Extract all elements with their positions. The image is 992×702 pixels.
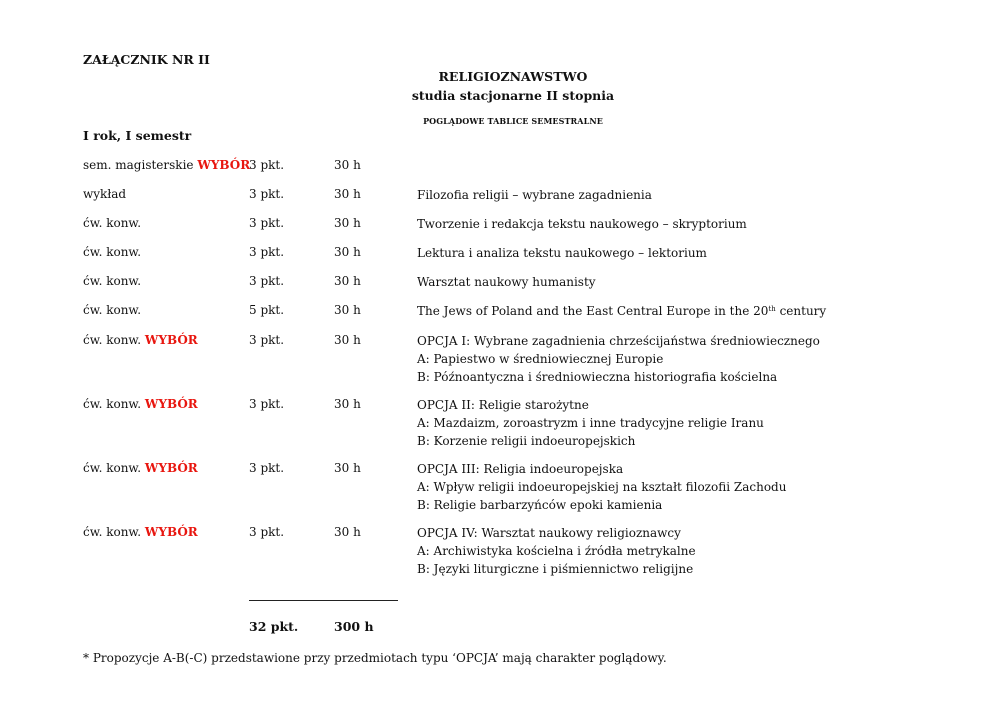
course-points: 3 pkt.	[249, 245, 285, 259]
annex-label: ZAŁĄCZNIK NR II	[83, 52, 210, 67]
choice-marker: WYBÓR	[144, 397, 198, 411]
course-title-line	[417, 215, 747, 233]
course-type-label: ćw. konw.	[83, 216, 142, 230]
course-title-line	[417, 460, 786, 478]
course-title-text: OPCJA III: Religia indoeuropejska	[417, 462, 624, 476]
course-hours: 30 h	[334, 525, 361, 539]
course-type	[83, 303, 141, 317]
course-title-text: Warsztat naukowy humanisty	[417, 275, 596, 289]
course-title-text: B: Korzenie religii indoeuropejskich	[417, 434, 636, 448]
course-type	[83, 245, 141, 259]
option-variant	[417, 368, 820, 386]
course-hours: 30 h	[334, 274, 361, 288]
course-hours: 30 h	[334, 245, 361, 259]
course-title-text: The Jews of Poland and the East Central Europe in the 20	[417, 304, 769, 318]
footnote: * Propozycje A-B(-C) przedstawione przy przedmiotach typu ‘OPCJA’ mają charakter poglądowy.	[83, 651, 667, 665]
course-title-text: A: Papiestwo w średniowiecznej Europie	[417, 352, 664, 366]
document-subtitle-program: studia stacjonarne II stopnia	[411, 88, 615, 103]
course-title	[417, 460, 786, 514]
course-title-text: OPCJA I: Wybrane zagadnienia chrześcijaństwa średniowiecznego	[417, 334, 820, 348]
course-hours: 30 h	[334, 158, 361, 172]
course-title	[417, 215, 747, 233]
course-points: 3 pkt.	[249, 274, 285, 288]
course-title-line	[417, 524, 696, 542]
course-type-label: sem. magisterskie	[83, 158, 194, 172]
course-hours: 30 h	[334, 333, 361, 347]
course-points: 3 pkt.	[249, 525, 285, 539]
tables-heading: POGLĄDOWE TABLICE SEMESTRALNE	[423, 116, 603, 126]
course-points: 3 pkt.	[249, 397, 285, 411]
course-hours: 30 h	[334, 216, 361, 230]
course-type-label: ćw. konw.	[83, 397, 142, 411]
course-type-label: ćw. konw.	[83, 303, 142, 317]
course-title-text: B: Języki liturgiczne i piśmiennictwo religijne	[417, 562, 694, 576]
course-title	[417, 524, 696, 578]
option-variant	[417, 478, 786, 496]
course-title-tail: century	[775, 304, 827, 318]
course-title-text: B: Późnoantyczna i średniowieczna historiografia kościelna	[417, 370, 778, 384]
course-points: 3 pkt.	[249, 158, 285, 172]
course-type	[83, 216, 141, 230]
course-type	[83, 397, 198, 411]
course-type-label: ćw. konw.	[83, 245, 142, 259]
course-points: 3 pkt.	[249, 333, 285, 347]
course-title	[417, 186, 652, 204]
course-title-text: Lektura i analiza tekstu naukowego – lektorium	[417, 246, 707, 260]
option-variant	[417, 542, 696, 560]
option-variant	[417, 496, 786, 514]
course-title	[417, 244, 707, 262]
course-hours: 30 h	[334, 397, 361, 411]
course-title-line	[417, 396, 764, 414]
course-type	[83, 158, 250, 172]
course-type-label: ćw. konw.	[83, 461, 142, 475]
course-type	[83, 333, 198, 347]
ordinal-suffix: th	[768, 305, 776, 313]
course-title-text: OPCJA IV: Warsztat naukowy religioznawcy	[417, 526, 681, 540]
sum-divider	[249, 600, 398, 601]
option-variant	[417, 350, 820, 368]
option-variant	[417, 560, 696, 578]
total-hours: 300 h	[334, 619, 374, 634]
course-title-line	[417, 186, 652, 204]
course-title-line	[417, 273, 596, 291]
course-type	[83, 187, 126, 201]
course-type-label: wykład	[83, 187, 127, 201]
course-type-label: ćw. konw.	[83, 333, 142, 347]
course-title-text: Filozofia religii – wybrane zagadnienia	[417, 188, 652, 202]
choice-marker: WYBÓR	[144, 525, 198, 539]
course-title	[417, 273, 596, 291]
choice-marker: WYBÓR	[197, 158, 251, 172]
course-points: 3 pkt.	[249, 216, 285, 230]
course-points: 3 pkt.	[249, 461, 285, 475]
course-title-text: A: Mazdaizm, zoroastryzm i inne tradycyjne religie Iranu	[417, 416, 764, 430]
course-title-line	[417, 302, 826, 320]
choice-marker: WYBÓR	[144, 461, 198, 475]
course-type	[83, 461, 198, 475]
document-title: RELIGIOZNAWSTWO	[438, 69, 588, 84]
course-title	[417, 302, 826, 320]
course-points: 3 pkt.	[249, 187, 285, 201]
option-variant	[417, 432, 764, 450]
course-points: 5 pkt.	[249, 303, 285, 317]
course-title-text: A: Wpływ religii indoeuropejskiej na kształt filozofii Zachodu	[417, 480, 787, 494]
course-type-label: ćw. konw.	[83, 274, 142, 288]
course-title	[417, 332, 820, 386]
course-hours: 30 h	[334, 303, 361, 317]
course-title-text: A: Archiwistyka kościelna i źródła metrykalne	[417, 544, 696, 558]
course-title-line	[417, 332, 820, 350]
semester-heading: I rok, I semestr	[83, 128, 192, 143]
option-variant	[417, 414, 764, 432]
course-hours: 30 h	[334, 187, 361, 201]
choice-marker: WYBÓR	[144, 333, 198, 347]
total-points: 32 pkt.	[249, 619, 299, 634]
course-title-text: B: Religie barbarzyńców epoki kamienia	[417, 498, 663, 512]
course-title-text: Tworzenie i redakcja tekstu naukowego – skryptorium	[417, 217, 747, 231]
course-title	[417, 396, 764, 450]
course-type	[83, 274, 141, 288]
course-hours: 30 h	[334, 461, 361, 475]
course-type	[83, 525, 198, 539]
course-type-label: ćw. konw.	[83, 525, 142, 539]
course-title-line	[417, 244, 707, 262]
course-title-text: OPCJA II: Religie starożytne	[417, 398, 589, 412]
